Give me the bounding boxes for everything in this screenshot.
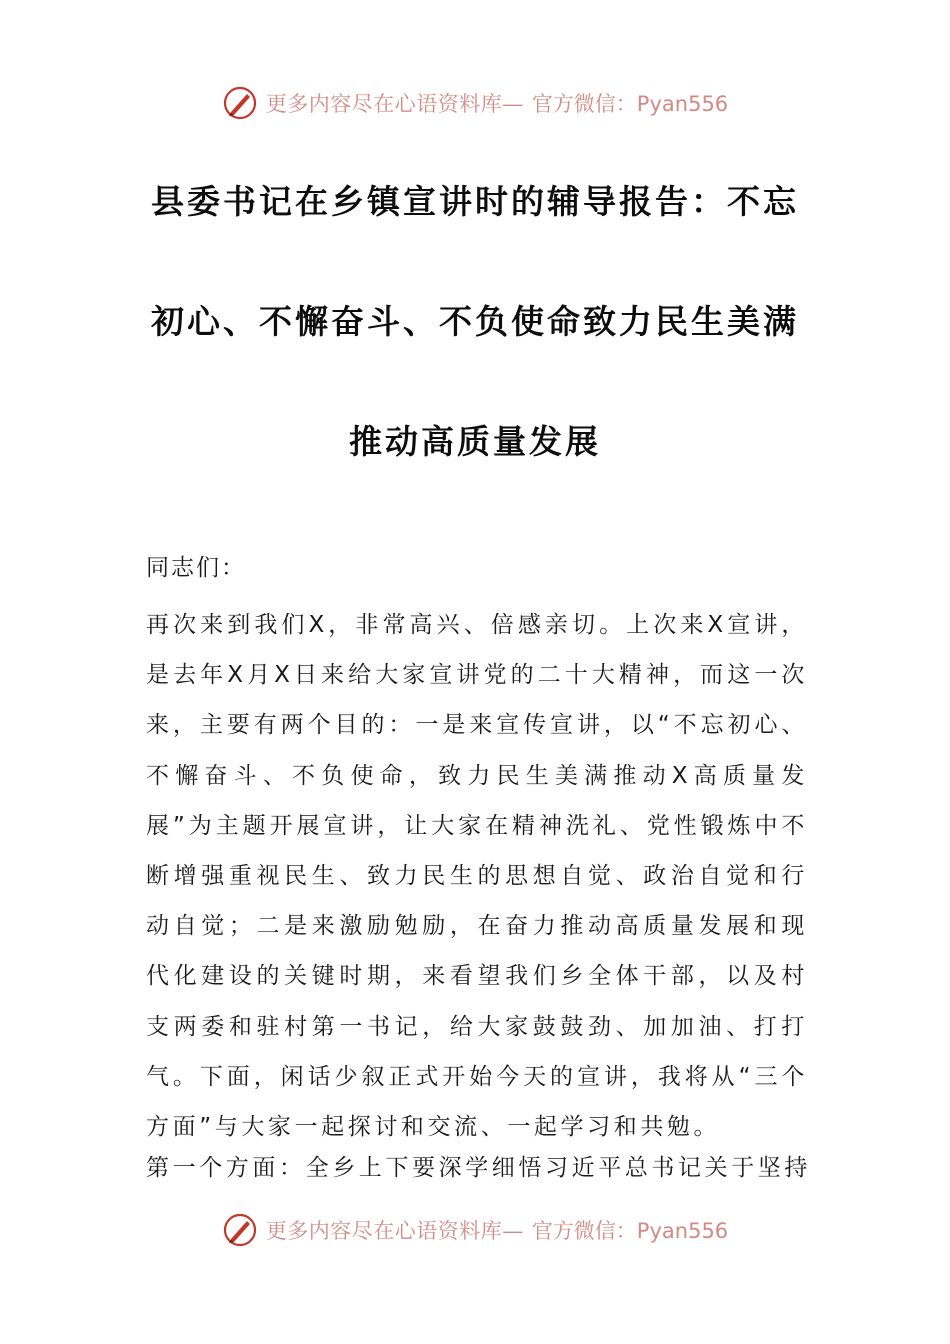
document-title-line-2: 初心、不懈奋斗、不负使命致力民生美满 — [151, 302, 799, 341]
pen-circle-logo-icon — [222, 85, 258, 121]
watermark-text: 更多内容尽在心语资料库— — [265, 92, 524, 116]
document-title-line-3: 推动高质量发展 — [349, 422, 601, 461]
salutation: 同志们： — [146, 555, 246, 581]
body-paragraph: 再次来到我们X，非常高兴、倍感亲切。上次来X宣讲，是去年X月X日来给大家宣讲党的二十大精神，而这一次来，主要有两个目的：一是来宣传宣讲，以“不忘初心、不懈奋斗、不负使命，致力民生美满推动X高质量发展”为主题开展宣讲，让大家在精神洗礼、党性锻炼中不断增强重视民生、致力民生的思想自觉、政治自觉和行动自觉；二是来激励勉励，在奋力推动高质量发展和现代化建设的关键时期，来看望我们乡全体干部，以及村支两委和驻村第一书记，给大家鼓鼓劲、加加油、打打气。下面，闲话少叙正式开始今天的宣讲，我将从“三个方面”与大家一起探讨和交流、一起学习和共勉。 — [146, 612, 808, 1141]
watermark-wechat: 官方微信：Pyan556 — [531, 92, 729, 116]
watermark-header — [0, 83, 950, 123]
watermark-footer — [0, 1210, 950, 1250]
document-title-line-1: 县委书记在乡镇宣讲时的辅导报告：不忘 — [151, 182, 799, 221]
section-heading-paragraph: 第一个方面：全乡上下要深学细悟习近平总书记关于坚持 — [146, 1155, 811, 1181]
watermark-text: 更多内容尽在心语资料库— — [265, 1219, 524, 1243]
watermark-wechat: 官方微信：Pyan556 — [531, 1219, 729, 1243]
pen-circle-logo-icon — [222, 1212, 258, 1248]
